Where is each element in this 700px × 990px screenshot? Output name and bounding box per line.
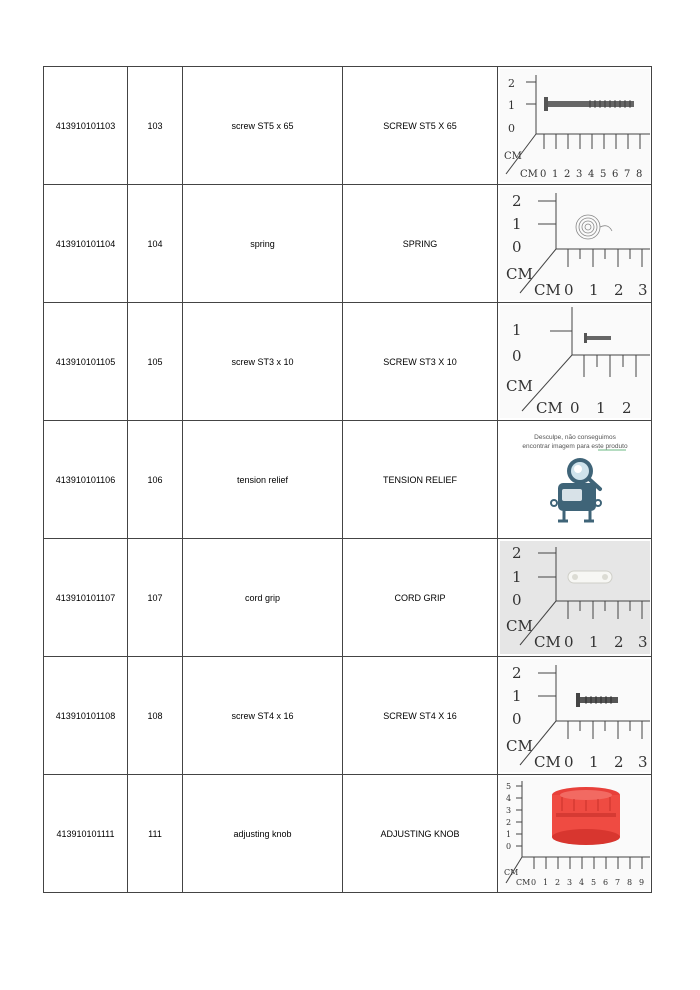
ruler-x-label: 3 — [637, 281, 648, 299]
placeholder-text: encontrar imagem para este produto — [521, 443, 628, 450]
ruler-x-label: 7 — [614, 878, 620, 887]
ruler-x-label: 2 — [613, 633, 624, 651]
position-number: 105 — [128, 303, 183, 421]
ruler-y-label: 2 — [511, 544, 522, 562]
ruler-cm-label: CM — [505, 377, 533, 395]
table-row — [44, 775, 652, 893]
part-description: adjusting knob — [183, 775, 343, 893]
ruler-x-label: 4 — [587, 169, 594, 180]
ruler-x-label: 2 — [563, 169, 570, 180]
part-description: screw ST3 x 10 — [183, 303, 343, 421]
ruler-y-label: 0 — [511, 591, 522, 609]
ruler-cm-label: CM — [519, 169, 538, 180]
position-number: 108 — [128, 657, 183, 775]
ruler-x-label: 1 — [551, 169, 558, 180]
ruler-y-label: 1 — [511, 215, 522, 233]
ruler-y-label: 1 — [511, 687, 522, 705]
table-row — [44, 539, 652, 657]
part-description-upper: SCREW ST5 X 65 — [343, 67, 498, 185]
part-image — [498, 185, 652, 303]
part-description: tension relief — [183, 421, 343, 539]
ruler-x-label: 0 — [563, 753, 574, 771]
ruler-x-label: 1 — [588, 633, 599, 651]
ruler-cm-label: CM — [503, 868, 518, 877]
ruler-y-label: 0 — [507, 122, 515, 135]
part-description-upper: SCREW ST4 X 16 — [343, 657, 498, 775]
ruler-x-label: 2 — [621, 399, 632, 417]
ruler-cm-label: CM — [533, 753, 561, 771]
part-number: 413910101104 — [44, 185, 128, 303]
ruler-y-label: 5 — [505, 782, 511, 791]
part-description-upper: CORD GRIP — [343, 539, 498, 657]
ruler-x-label: 5 — [590, 878, 596, 887]
part-image — [498, 421, 652, 539]
ruler-y-label: 2 — [507, 77, 515, 90]
position-number: 106 — [128, 421, 183, 539]
ruler-x-label: 7 — [623, 169, 630, 180]
ruler-x-label: 1 — [588, 281, 599, 299]
ruler-cm-label: CM — [505, 617, 533, 635]
ruler-y-label: 0 — [511, 710, 522, 728]
part-description: screw ST4 x 16 — [183, 657, 343, 775]
spring-photo — [500, 187, 650, 300]
ruler-x-label: 3 — [575, 169, 582, 180]
part-description-upper: TENSION RELIEF — [343, 421, 498, 539]
part-number: 413910101111 — [44, 775, 128, 893]
ruler-y-label: 1 — [505, 830, 511, 839]
ruler-x-label: 1 — [595, 399, 606, 417]
part-description-upper: ADJUSTING KNOB — [343, 775, 498, 893]
ruler-x-label: 0 — [563, 281, 574, 299]
ruler-cm-label: CM — [535, 399, 563, 417]
ruler-x-label: 0 — [569, 399, 580, 417]
ruler-x-label: 8 — [626, 878, 632, 887]
part-description: spring — [183, 185, 343, 303]
ruler-y-label: 0 — [511, 238, 522, 256]
ruler-x-label: 6 — [611, 169, 618, 180]
no-image-placeholder — [500, 423, 650, 536]
ruler-y-label: 1 — [507, 99, 515, 112]
ruler-x-label: 3 — [637, 753, 648, 771]
ruler-y-label: 3 — [505, 806, 511, 815]
ruler-x-label: 0 — [539, 169, 546, 180]
ruler-x-label: 8 — [635, 169, 642, 180]
ruler-x-label: 2 — [613, 281, 624, 299]
ruler-y-label: 4 — [505, 794, 511, 803]
table-row — [44, 185, 652, 303]
ruler-y-label: 0 — [511, 347, 522, 365]
position-number: 107 — [128, 539, 183, 657]
ruler-cm-label: CM — [533, 633, 561, 651]
table-row — [44, 657, 652, 775]
screw-medium-photo — [500, 659, 650, 772]
part-description-upper: SPRING — [343, 185, 498, 303]
red-knob-photo — [500, 777, 650, 890]
part-description-upper: SCREW ST3 X 10 — [343, 303, 498, 421]
ruler-x-label: 3 — [637, 633, 648, 651]
ruler-cm-label: CM — [533, 281, 561, 299]
ruler-cm-label: CM — [505, 265, 533, 283]
part-image — [498, 303, 652, 421]
ruler-y-label: 1 — [511, 568, 522, 586]
ruler-x-label: 0 — [563, 633, 574, 651]
ruler-x-label: 2 — [613, 753, 624, 771]
position-number: 111 — [128, 775, 183, 893]
screw-long-photo — [500, 69, 650, 182]
part-number: 413910101103 — [44, 67, 128, 185]
ruler-cm-label: CM — [515, 878, 530, 887]
ruler-x-label: 1 — [542, 878, 548, 887]
ruler-y-label: 1 — [511, 321, 522, 339]
screw-small-photo — [500, 305, 650, 418]
ruler-x-label: 4 — [578, 878, 584, 887]
parts-table — [43, 66, 652, 893]
ruler-x-label: 9 — [638, 878, 644, 887]
ruler-x-label: 6 — [602, 878, 608, 887]
position-number: 104 — [128, 185, 183, 303]
part-number: 413910101107 — [44, 539, 128, 657]
part-description: cord grip — [183, 539, 343, 657]
ruler-x-label: 2 — [554, 878, 560, 887]
ruler-y-label: 0 — [505, 842, 511, 851]
ruler-y-label: 2 — [511, 192, 522, 210]
part-description: screw ST5 x 65 — [183, 67, 343, 185]
cord-grip-photo — [500, 541, 650, 654]
part-number: 413910101106 — [44, 421, 128, 539]
ruler-x-label: 3 — [566, 878, 572, 887]
placeholder-text: Desculpe, não conseguimos — [533, 434, 616, 441]
part-image — [498, 657, 652, 775]
table-row — [44, 303, 652, 421]
part-image — [498, 67, 652, 185]
ruler-x-label: 1 — [588, 753, 599, 771]
part-image — [498, 775, 652, 893]
part-number: 413910101105 — [44, 303, 128, 421]
ruler-y-label: 2 — [511, 664, 522, 682]
ruler-cm-label: CM — [503, 151, 522, 162]
ruler-x-label: 0 — [530, 878, 536, 887]
table-row — [44, 421, 652, 539]
ruler-cm-label: CM — [505, 737, 533, 755]
ruler-x-label: 5 — [599, 169, 606, 180]
position-number: 103 — [128, 67, 183, 185]
part-image — [498, 539, 652, 657]
part-number: 413910101108 — [44, 657, 128, 775]
table-row — [44, 67, 652, 185]
ruler-y-label: 2 — [505, 818, 511, 827]
